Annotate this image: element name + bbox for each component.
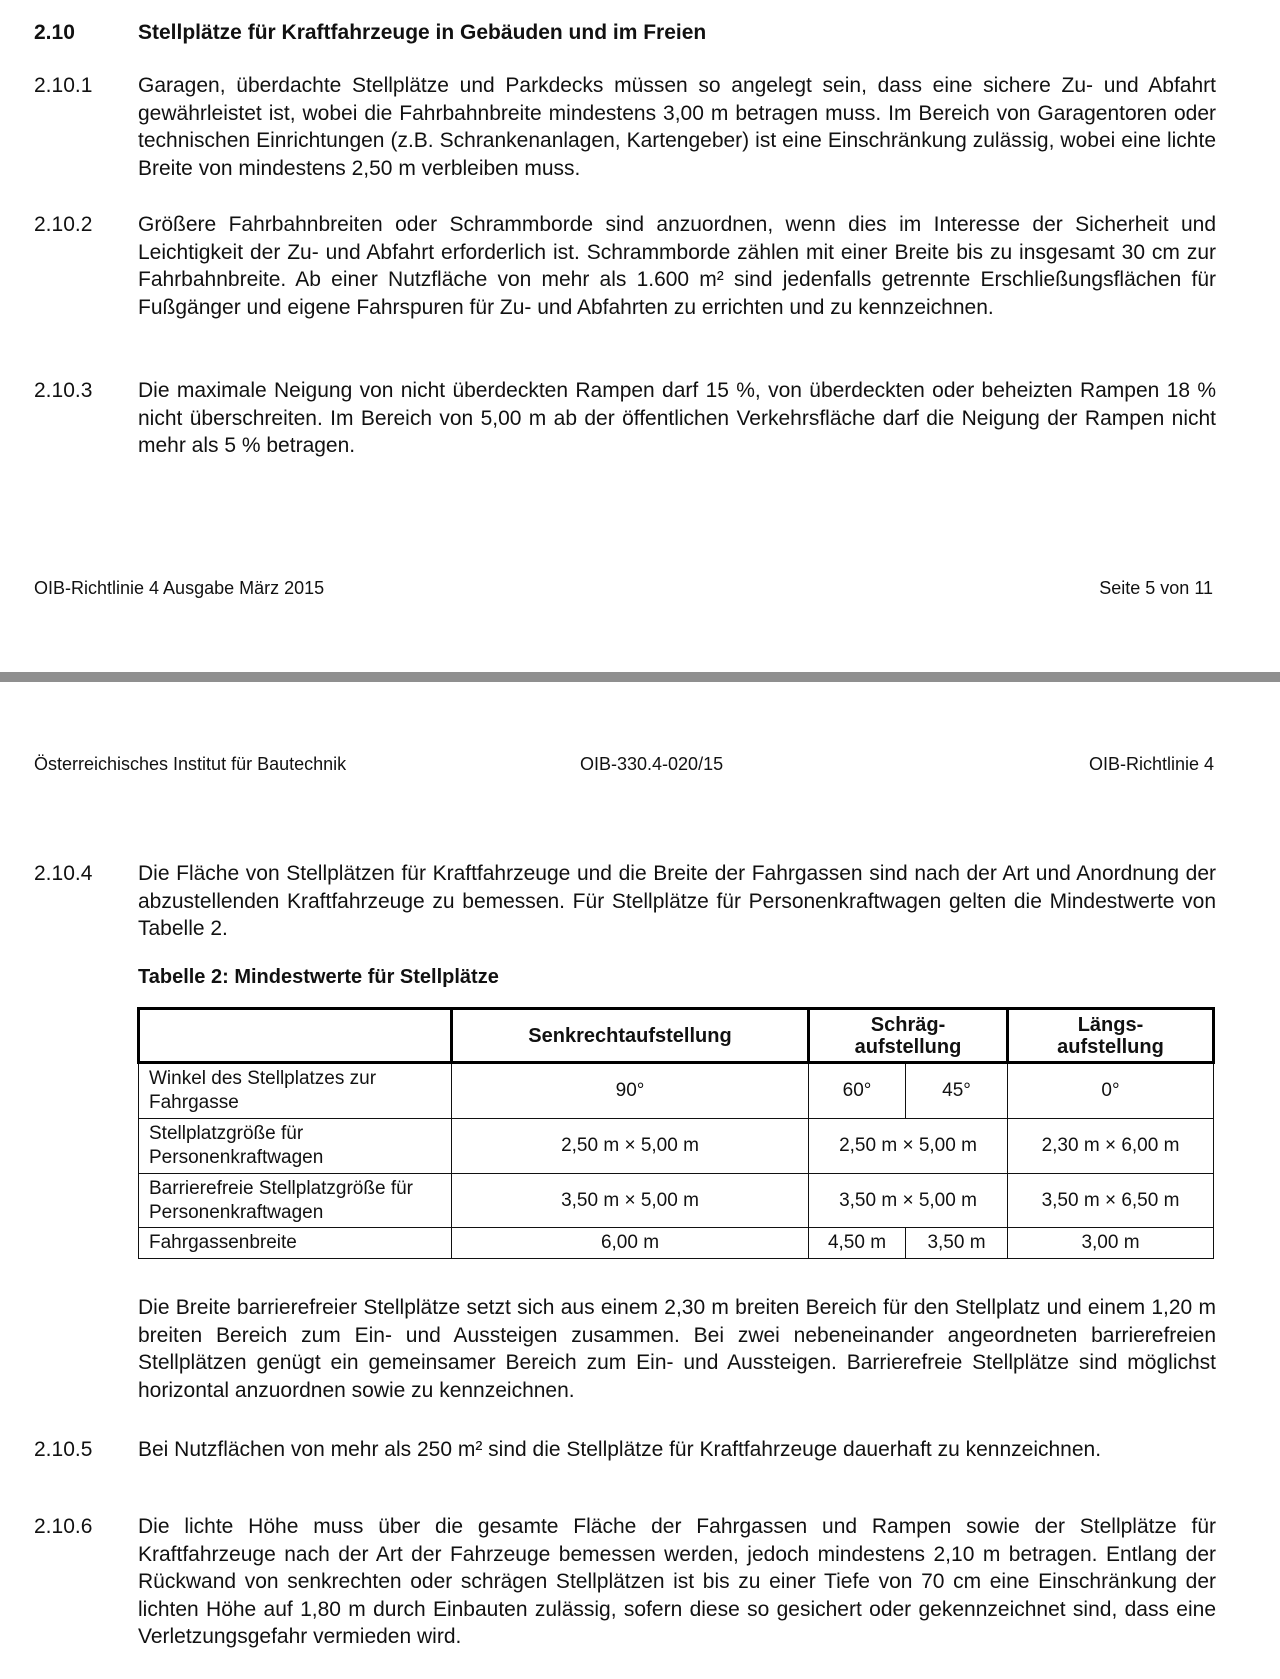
table-header-row — [139, 1009, 1214, 1063]
table-cell: 2,50 m × 5,00 m — [809, 1119, 1008, 1174]
table-caption: Tabelle 2: Mindestwerte für Stellplätze — [138, 966, 499, 988]
section-number: 2.10 — [34, 21, 75, 44]
paragraph-text: Garagen, überdachte Stellplätze und Parkdecks müssen so angelegt sein, dass eine sichere Zu- und Abfahrt gewährleistet ist, wobei die Fahrbahnbreite mindestens 3,00 m betragen muss. Im Bereich von Garagentoren oder technischen Einrichtungen (z.B. Schrankenanlagen, Kartengeber) ist eine Einschränkung zulässig, wobei eine lichte Breite von mindestens 2,50 m verbleiben muss. — [138, 74, 1216, 180]
table-header-senkrecht: Senkrechtaufstellung — [452, 1009, 809, 1063]
section-title: Stellplätze für Kraftfahrzeuge in Gebäuden und im Freien — [138, 21, 707, 44]
section-heading — [34, 21, 706, 45]
row-label: Fahrgassenbreite — [139, 1228, 452, 1259]
paragraph-text: Die Fläche von Stellplätzen für Kraftfahrzeuge und die Breite der Fahrgassen sind nach der Art und Anordnung der abzustellenden Kraftfahrzeuge zu bemessen. Für Stellplätze für Personenkraftwagen gelten die Mindestwerte von Tabelle 2. — [138, 862, 1216, 940]
paragraph-text: Größere Fahrbahnbreiten oder Schrammborde sind anzuordnen, wenn dies im Interesse der Sicherheit und Leichtigkeit der Zu- und Abfahrt erforderlich ist. Schrammborde zählen mit einer Breite bis zu insgesamt 30 cm zur Fahrbahnbreite. Ab einer Nutzfläche von mehr als 1.600 m² sind jedenfalls getrennte Erschließungsflächen für Fußgänger und eigene Fahrspuren für Zu- und Abfahrten zu errichten und zu kennzeichnen. — [138, 213, 1216, 319]
barrier-free-explanation: Die Breite barrierefreier Stellplätze setzt sich aus einem 2,30 m breiten Bereich für den Stellplatz und einem 1,20 m breiten Bereich zum Ein- und Aussteigen zusammen. Bei zwei nebeneinander angeordneten barrierefreien Stellplätzen genügt ein gemeinsamer Bereich zum Ein- und Aussteigen. Barrierefreie Stellplätze sind möglichst horizontal anzuordnen sowie zu kennzeichnen. — [138, 1296, 1216, 1402]
paragraph-number: 2.10.3 — [34, 379, 93, 402]
table-cell: 3,50 m × 5,00 m — [809, 1174, 1008, 1228]
table-header-laengs: Längs- aufstellung — [1008, 1009, 1214, 1063]
table-header-schraeg: Schräg- aufstellung — [809, 1009, 1008, 1063]
paragraph-number: 2.10.2 — [34, 213, 93, 236]
table-cell: 3,50 m × 6,50 m — [1008, 1174, 1214, 1228]
row-label: Winkel des Stellplatzes zur Fahrgasse — [139, 1063, 452, 1119]
row-label: Stellplatzgröße für Personenkraftwagen — [139, 1119, 452, 1174]
table-cell: 2,30 m × 6,00 m — [1008, 1119, 1214, 1174]
paragraph-number: 2.10.6 — [34, 1515, 93, 1538]
paragraph-number: 2.10.4 — [34, 862, 93, 885]
row-label: Barrierefreie Stellplatzgröße für Personenkraftwagen — [139, 1174, 452, 1228]
table-cell: 2,50 m × 5,00 m — [452, 1119, 809, 1174]
table-row — [139, 1228, 1214, 1259]
document-page-6 — [0, 682, 1280, 1679]
table-row — [139, 1174, 1214, 1228]
header-left: Österreichisches Institut für Bautechnik — [34, 754, 347, 774]
paragraph-text: Bei Nutzflächen von mehr als 250 m² sind die Stellplätze für Kraftfahrzeuge dauerhaft zu kennzeichnen. — [138, 1438, 1102, 1461]
footer-left: OIB-Richtlinie 4 Ausgabe März 2015 — [34, 578, 325, 598]
table-cell: 4,50 m — [809, 1228, 906, 1259]
table-row — [139, 1063, 1214, 1119]
paragraph-number: 2.10.5 — [34, 1438, 93, 1461]
table-cell: 3,50 m — [906, 1228, 1008, 1259]
paragraph-text: Die lichte Höhe muss über die gesamte Fläche der Fahrgassen und Rampen sowie der Stellplätze für Kraftfahrzeuge nach der Art der Fahrzeuge bemessen werden, jedoch mindestens 2,10 m betragen. Entlang der Rückwand von senkrechten oder schrägen Stellplätzen ist bis zu einer Tiefe von 70 cm eine Einschränkung der lichten Höhe auf 1,80 m durch Einbauten zulässig, sofern diese so gesichert oder gekennzeichnet sind, dass eine Verletzungsgefahr vermieden wird. — [138, 1515, 1216, 1648]
table-header-empty — [139, 1009, 452, 1063]
paragraph-text: Die maximale Neigung von nicht überdeckten Rampen darf 15 %, von überdeckten oder beheizten Rampen 18 % nicht überschreiten. Im Bereich von 5,00 m ab der öffentlichen Verkehrsfläche darf die Neigung der Rampen nicht mehr als 5 % betragen. — [138, 379, 1216, 457]
table-row — [139, 1119, 1214, 1174]
page-separator — [0, 672, 1280, 682]
table-cell: 3,00 m — [1008, 1228, 1214, 1259]
table-cell: 3,50 m × 5,00 m — [452, 1174, 809, 1228]
document-page-5 — [0, 0, 1280, 672]
paragraph-number: 2.10.1 — [34, 74, 93, 97]
table-cell: 6,00 m — [452, 1228, 809, 1259]
table-cell: 45° — [906, 1063, 1008, 1119]
table-cell: 60° — [809, 1063, 906, 1119]
table-cell: 0° — [1008, 1063, 1214, 1119]
header-right: OIB-Richtlinie 4 — [1088, 754, 1214, 774]
footer-page-number: Seite 5 von 11 — [1099, 578, 1213, 598]
parking-minimum-values-table — [137, 1007, 1215, 1259]
header-center: OIB-330.4-020/15 — [580, 754, 724, 774]
table-cell: 90° — [452, 1063, 809, 1119]
